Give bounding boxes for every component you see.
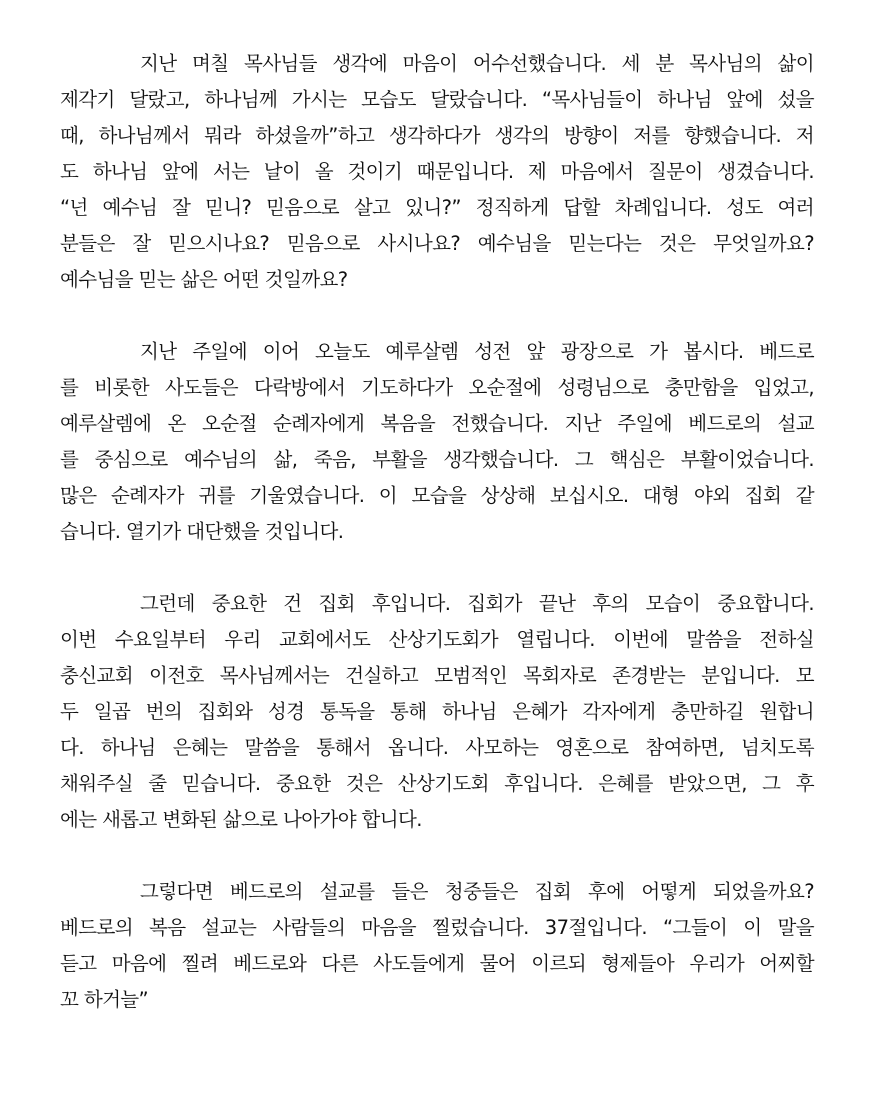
text-line: 듣고 마음에 찔려 베드로와 다른 사도들에게 물어 이르되 형제들아 우리가 어찌할 xyxy=(60,952,814,975)
text-line: 이번 수요일부터 우리 교회에서도 산상기도회가 열립니다. 이번에 말씀을 전하실 xyxy=(60,628,814,651)
text-line: 습니다. 열기가 대단했을 것입니다. xyxy=(60,520,344,543)
text-line: 채워주실 줄 믿습니다. 중요한 것은 산상기도회 후입니다. 은혜를 받았으면, 그 후 xyxy=(60,772,814,795)
text-line: 지난 주일에 이어 오늘도 예루살렘 성전 앞 광장으로 가 봅시다. 베드로 xyxy=(140,340,814,363)
text-line: 그렇다면 베드로의 설교를 들은 청중들은 집회 후에 어떻게 되었을까요? xyxy=(140,880,814,903)
text-line: 다. 하나님 은혜는 말씀을 통해서 옵니다. 사모하는 영혼으로 참여하면, 넘치도록 xyxy=(60,736,814,759)
text-line: 제각기 달랐고, 하나님께 가시는 모습도 달랐습니다. “목사님들이 하나님 앞에 섰을 xyxy=(60,88,814,111)
text-line: 분들은 잘 믿으시나요? 믿음으로 사시나요? 예수님을 믿는다는 것은 무엇일까요? xyxy=(60,232,814,255)
text-line: 를 비롯한 사도들은 다락방에서 기도하다가 오순절에 성령님으로 충만함을 입었고, xyxy=(60,376,814,399)
text-line: 도 하나님 앞에 서는 날이 올 것이기 때문입니다. 제 마음에서 질문이 생겼습니다. xyxy=(60,160,814,183)
text-line: 예루살렘에 온 오순절 순례자에게 복음을 전했습니다. 지난 주일에 베드로의 설교 xyxy=(60,412,814,435)
paragraph-3 xyxy=(60,586,814,838)
text-line: 많은 순례자가 귀를 기울였습니다. 이 모습을 상상해 보십시오. 대형 야외 집회 같 xyxy=(60,484,814,507)
text-line: 때, 하나님께서 뭐라 하셨을까”하고 생각하다가 생각의 방향이 저를 향했습니다. 저 xyxy=(60,124,814,147)
text-line: 지난 며칠 목사님들 생각에 마음이 어수선했습니다. 세 분 목사님의 삶이 xyxy=(140,52,814,75)
text-line: 를 중심으로 예수님의 삶, 죽음, 부활을 생각했습니다. 그 핵심은 부활이었습니다. xyxy=(60,448,814,471)
paragraph-2 xyxy=(60,334,814,550)
text-line: 에는 새롭고 변화된 삶으로 나아가야 합니다. xyxy=(60,808,422,831)
text-line: 예수님을 믿는 삶은 어떤 것일까요? xyxy=(60,268,348,291)
text-line: 두 일곱 번의 집회와 성경 통독을 통해 하나님 은혜가 각자에게 충만하길 원합니 xyxy=(60,700,814,723)
document-page xyxy=(60,46,814,1054)
text-line: “넌 예수님 잘 믿니? 믿음으로 살고 있니?” 정직하게 답할 차례입니다. 성도 여러 xyxy=(60,196,814,219)
text-line: 충신교회 이전호 목사님께서는 건실하고 모범적인 목회자로 존경받는 분입니다. 모 xyxy=(60,664,814,687)
text-line: 꼬 하거늘” xyxy=(60,988,149,1011)
paragraph-1 xyxy=(60,46,814,298)
text-line: 그런데 중요한 건 집회 후입니다. 집회가 끝난 후의 모습이 중요합니다. xyxy=(140,592,814,615)
paragraph-4 xyxy=(60,874,814,1018)
text-line: 베드로의 복음 설교는 사람들의 마음을 찔렀습니다. 37절입니다. “그들이 이 말을 xyxy=(60,916,814,939)
